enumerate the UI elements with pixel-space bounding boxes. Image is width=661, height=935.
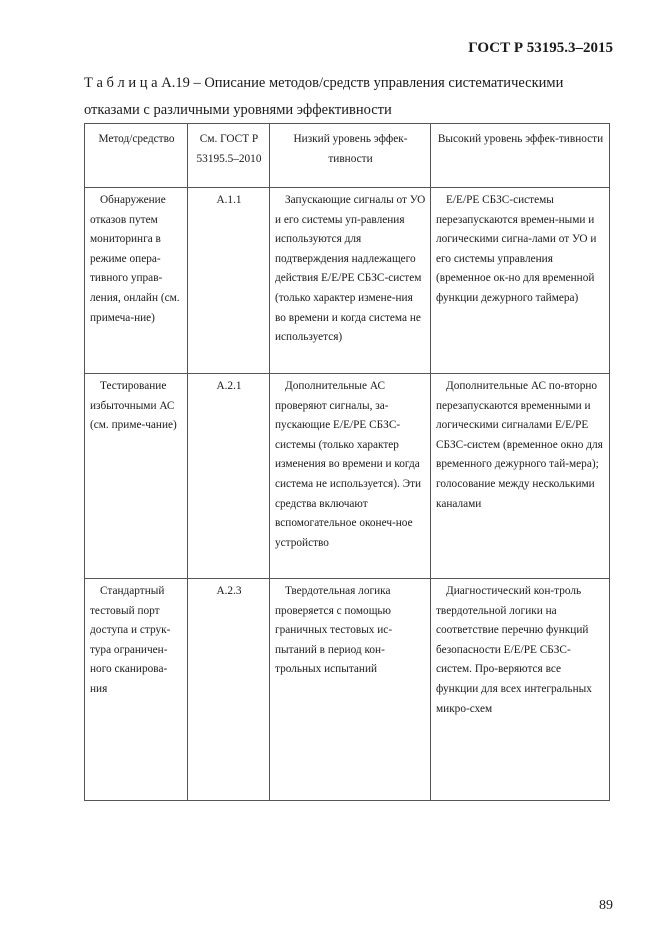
cell-low	[270, 374, 431, 579]
cell-low-text: Дополнительные АС проверяют сигналы, за-пускающие E/E/PE СБЗС-системы (только характер изменения во времени и когда система не используется). Эти средства включают вспомогательное оконеч-ное устройство	[275, 380, 422, 549]
caption-line-1: Т а б л и ц а А.19 – Описание методов/средств управления систематическими	[84, 75, 564, 91]
cell-method-text: Обнаружение отказов путем мониторинга в режиме опера-тивного управ-ления, онлайн (см. примеча-ние)	[90, 194, 180, 324]
cell-method	[85, 188, 188, 374]
cell-low	[270, 188, 431, 374]
cell-high	[431, 188, 610, 374]
cell-low-text: Твердотельная логика проверяется с помощью граничных тестовых ис-пытаний в период кон-трольных испытаний	[275, 585, 393, 676]
cell-high	[431, 579, 610, 801]
table-header-row	[85, 124, 610, 188]
cell-reference: А.2.3	[188, 579, 270, 801]
cell-high-text: E/E/PE СБЗС-системы перезапускаются времен-ными и логическими сигна-лами от УО и его системы управления (временное ок-но для временной функции дежурного таймера)	[436, 194, 597, 304]
table-row	[85, 188, 610, 374]
cell-low-text: Запускающие сигналы от УО и его системы уп-равления используются для подтверждения надлежащего действия E/E/PE СБЗС-систем (только характер измене-ния во времени и когда система не используется)	[275, 194, 426, 344]
cell-high	[431, 374, 610, 579]
header-method: Метод/средство	[85, 124, 188, 188]
cell-high-text: Диагностический кон-троль твердотельной логики на соответствие перечню функций безопасности E/E/PE СБЗС- систем. Про-веряются все функции для всех интегральных микро-схем	[436, 585, 592, 715]
table-row	[85, 579, 610, 801]
header-reference: См. ГОСТ Р 53195.5–2010	[188, 124, 270, 188]
methods-table	[84, 123, 610, 801]
cell-reference: А.2.1	[188, 374, 270, 579]
header-high-effectiveness: Высокий уровень эффек-тивности	[431, 124, 610, 188]
cell-method-text: Тестирование избыточными АС (см. приме-чание)	[90, 380, 177, 432]
cell-low	[270, 579, 431, 801]
caption-line-2: отказами с различными уровнями эффективности	[84, 102, 392, 118]
cell-high-text: Дополнительные АС по-вторно перезапускаются временными и логическими сигналами E/E/PE СБЗС-систем (временное окно для временного дежурного тай-мера); голосование между несколькими каналами	[436, 380, 603, 510]
page-number: 89	[599, 898, 613, 913]
cell-method	[85, 374, 188, 579]
table-row	[85, 374, 610, 579]
header-low-effectiveness: Низкий уровень эффек-тивности	[270, 124, 431, 188]
table-caption	[84, 70, 624, 124]
cell-method	[85, 579, 188, 801]
cell-reference: А.1.1	[188, 188, 270, 374]
cell-method-text: Стандартный тестовый порт доступа и струк-тура ограничен-ного сканирова-ния	[90, 585, 171, 695]
standard-header: ГОСТ Р 53195.3–2015	[468, 40, 613, 56]
